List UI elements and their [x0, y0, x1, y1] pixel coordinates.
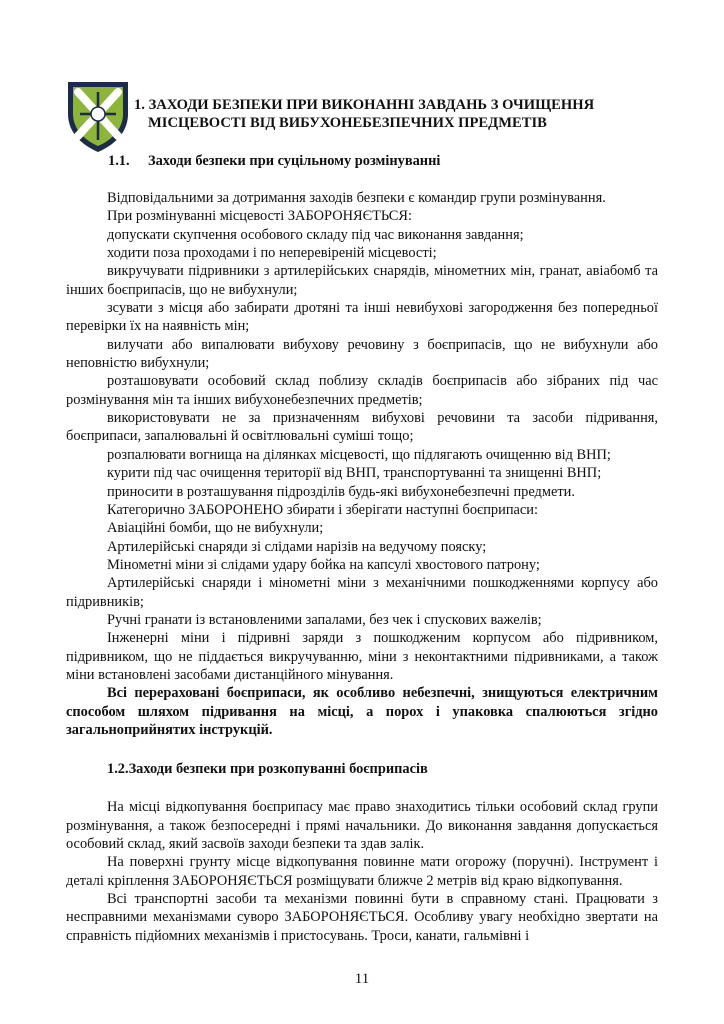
body-paragraph: Всі транспортні засоби та механізми повинні бути в справному стані. Працювати з несправними механізмами суворо ЗАБОРОНЯЄТЬСЯ. Особливу увагу необхідно звертати на справність підйомних механізмів і пристосувань. Троси, канати, гальмівні і: [66, 891, 658, 944]
heading-line-1: 1. ЗАХОДИ БЕЗПЕКИ ПРИ ВИКОНАННІ ЗАВДАНЬ З ОЧИЩЕННЯ: [134, 97, 595, 113]
body-paragraph: Артилерійські снаряди і мінометні міни з механічними пошкодженнями корпусу або підривників;: [66, 575, 658, 610]
body-paragraph: викручувати підривники з артилерійських снарядів, мінометних мін, гранат, авіабомб та інших боєприпасів, що не вибухнули;: [66, 263, 658, 298]
body-paragraph: зсувати з місця або забирати дротяні та інші невибухові загородження без попередньої перевірки їх на наявність мін;: [66, 300, 658, 335]
bold-paragraph: Всі перераховані боєприпаси, як особливо небезпечні, знищуються електричним способом шляхом підривання на місці, а порох і упаковка спалюються згідно загальноприйнятих інструкцій.: [66, 685, 658, 738]
document-body: [66, 189, 658, 945]
body-paragraph: Ручні гранати із встановленими запалами, без чек і спускових важелів;: [107, 611, 542, 628]
heading-line-2: МІСЦЕВОСТІ ВІД ВИБУХОНЕБЕЗПЕЧНИХ ПРЕДМЕТІВ: [148, 115, 547, 131]
body-paragraph: Артилерійські снаряди зі слідами нарізів на ведучому пояску;: [107, 538, 487, 555]
subsection-1-1-heading: [108, 153, 440, 170]
body-paragraph: розпалювати вогнища на ділянках місцевості, що підлягають очищенню від ВНП;: [107, 446, 611, 463]
body-paragraph: використовувати не за призначенням вибухові речовини та засоби підривання, боєприпаси, запалювальні й освітлювальні суміші тощо;: [66, 410, 658, 445]
subsection-1-2-heading: 1.2.Заходи безпеки при розкопуванні боєприпасів: [107, 761, 428, 778]
body-paragraph: курити під час очищення території від ВНП, транспортуванні та знищенні ВНП;: [107, 465, 602, 482]
body-paragraph: вилучати або випалювати вибухову речовину з боєприпасів, що не вибухнули або неповністю вибухнули;: [66, 336, 658, 372]
body-paragraph: Авіаційні бомби, що не вибухнули;: [107, 520, 324, 537]
section-1-paragraphs: [66, 189, 658, 684]
shield-emblem-icon: [66, 80, 130, 154]
body-paragraph: Відповідальними за дотримання заходів безпеки є командир групи розмінування.: [107, 190, 606, 206]
body-paragraph: Мінометні міни зі слідами удару бойка на капсулі хвостового патрону;: [107, 556, 540, 573]
body-paragraph: допускати скупчення особового складу під час виконання завдання;: [107, 226, 524, 243]
subsection-number: 1.1.: [108, 153, 130, 169]
page-number: 11: [354, 971, 370, 987]
document-heading: [134, 96, 694, 132]
body-paragraph: розташовувати особовий склад поблизу складів боєприпасів або зібраних під час розмінування мін та інших вибухонебезпечних предметів;: [66, 373, 658, 408]
body-paragraph: На поверхні грунту місце відкопування повинне мати огорожу (поручні). Інструмент і деталі кріплення ЗАБОРОНЯЄТЬСЯ розміщувати ближче 2 метрів від краю відкопування.: [66, 854, 658, 889]
body-paragraph: При розмінуванні місцевості ЗАБОРОНЯЄТЬСЯ:: [107, 208, 412, 225]
body-paragraph: приносити в розташування підрозділів будь-які вибухонебезпечні предмети.: [107, 483, 575, 500]
subsection-title: Заходи безпеки при суцільному розмінуванні: [148, 153, 441, 169]
body-paragraph: Інженерні міни і підривні заряди з пошкодженим корпусом або підривником, підривником, що не піддається викручуванню, міни з неконтактними підривниками, а також міни встановлені засобами дистанційного мінування.: [66, 630, 658, 683]
body-paragraph: Категорично ЗАБОРОНЕНО збирати і зберігати наступні боєприпаси:: [107, 501, 539, 518]
section-2-paragraphs: [66, 798, 658, 945]
body-paragraph: ходити поза проходами і по неперевіреній місцевості;: [107, 245, 437, 262]
body-paragraph: На місці відкопування боєприпасу має право знаходитись тільки особовий склад групи розмінування, а також безпосередні і прямі начальники. До виконання завдання допускається особовий склад, який засвоїв заходи безпеки та здав залік.: [66, 799, 658, 852]
